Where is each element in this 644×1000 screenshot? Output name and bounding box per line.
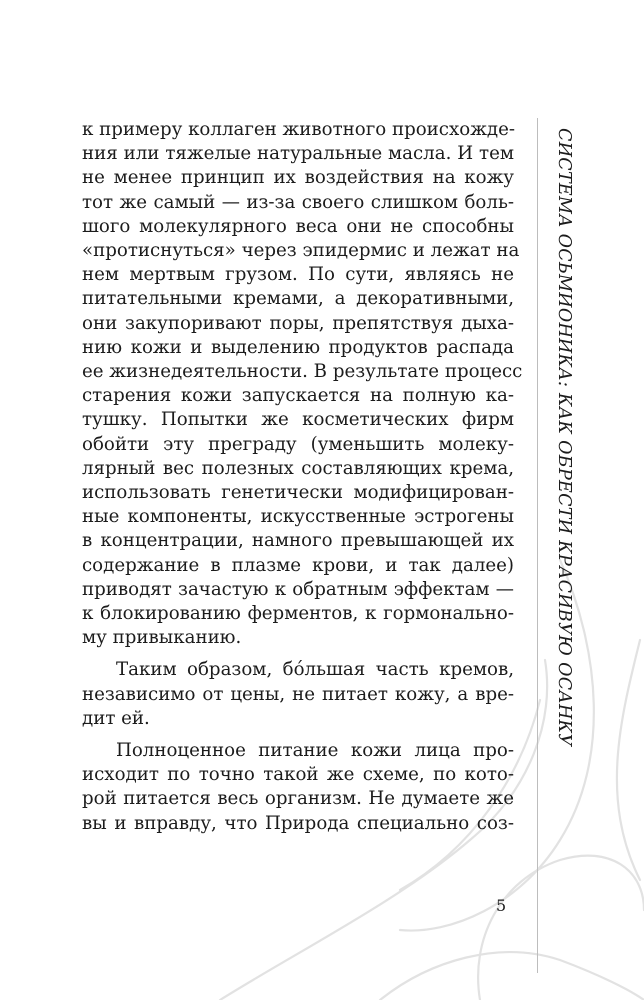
text-line: нию кожи и выделению продуктов распада bbox=[82, 336, 514, 358]
text-line: «протиснуться» через эпидермис и лежат на bbox=[82, 240, 520, 262]
text-line: Полноценное питание кожи лица про- bbox=[116, 740, 514, 762]
text-line: использовать генетически модифицирован- bbox=[82, 482, 514, 504]
text-line: обойти эту преграду (уменьшить молеку- bbox=[82, 433, 514, 455]
paragraph-1 bbox=[82, 118, 523, 650]
text-line: к примеру коллаген животного происхожде- bbox=[82, 119, 516, 140]
page-number: 5 bbox=[496, 896, 507, 915]
text-line: исходит по точно такой же схеме, по кото- bbox=[82, 764, 514, 786]
text-line: му привыканию. bbox=[82, 627, 242, 649]
text-line: приводят зачастую к обратным эффектам — bbox=[82, 578, 514, 600]
body-text bbox=[82, 118, 523, 836]
text-line: вы и вправду, что Природа специально соз- bbox=[82, 812, 514, 834]
text-line: ее жизнедеятельности. В результате процесс bbox=[82, 361, 523, 383]
text-line: тот же самый — из-за своего слишком боль- bbox=[82, 191, 514, 213]
paragraph-3 bbox=[82, 739, 514, 836]
text-line: нем мертвым грузом. По сути, являясь не bbox=[82, 264, 514, 286]
paragraph-2 bbox=[82, 658, 514, 731]
text-line: ния или тяжелые натуральные масла. И тем bbox=[82, 143, 514, 165]
text-line: лярный вес полезных составляющих крема, bbox=[82, 457, 514, 479]
text-line: в концентрации, намного превышающей их bbox=[82, 530, 514, 552]
text-line: старения кожи запускается на полную ка- bbox=[82, 385, 514, 407]
text-line: к блокированию ферментов, к гормонально- bbox=[82, 603, 514, 625]
vertical-divider bbox=[537, 118, 538, 973]
text-line: тушку. Попытки же косметических фирм bbox=[82, 409, 514, 431]
text-line: Таким образом, бóльшая часть кремов, bbox=[116, 659, 514, 681]
text-line: содержание в плазме крови, и так далее) bbox=[82, 554, 514, 576]
swirl-curve-2 bbox=[617, 640, 640, 880]
text-line: не менее принцип их воздействия на кожу bbox=[82, 167, 514, 189]
text-line: ные компоненты, искусственные эстрогены bbox=[82, 506, 514, 528]
text-line: дит ей. bbox=[82, 707, 150, 729]
running-title: СИСТЕМА ОСЬМИОНИКА: КАК ОБРЕСТИ КРАСИВУЮ ОСАНКУ bbox=[554, 128, 574, 747]
text-line: рой питается весь организм. Не думаете же bbox=[82, 788, 514, 810]
text-line: шого молекулярного веса они не способны bbox=[82, 215, 514, 237]
text-line: они закупоривают поры, препятствуя дыха- bbox=[82, 312, 514, 334]
swirl-curve-3 bbox=[478, 856, 644, 1000]
text-line: питательными кремами, а декоративными, bbox=[82, 288, 514, 310]
swirl-curve-5 bbox=[380, 952, 644, 1000]
text-line: независимо от цены, не питает кожу, а вре- bbox=[82, 683, 514, 705]
